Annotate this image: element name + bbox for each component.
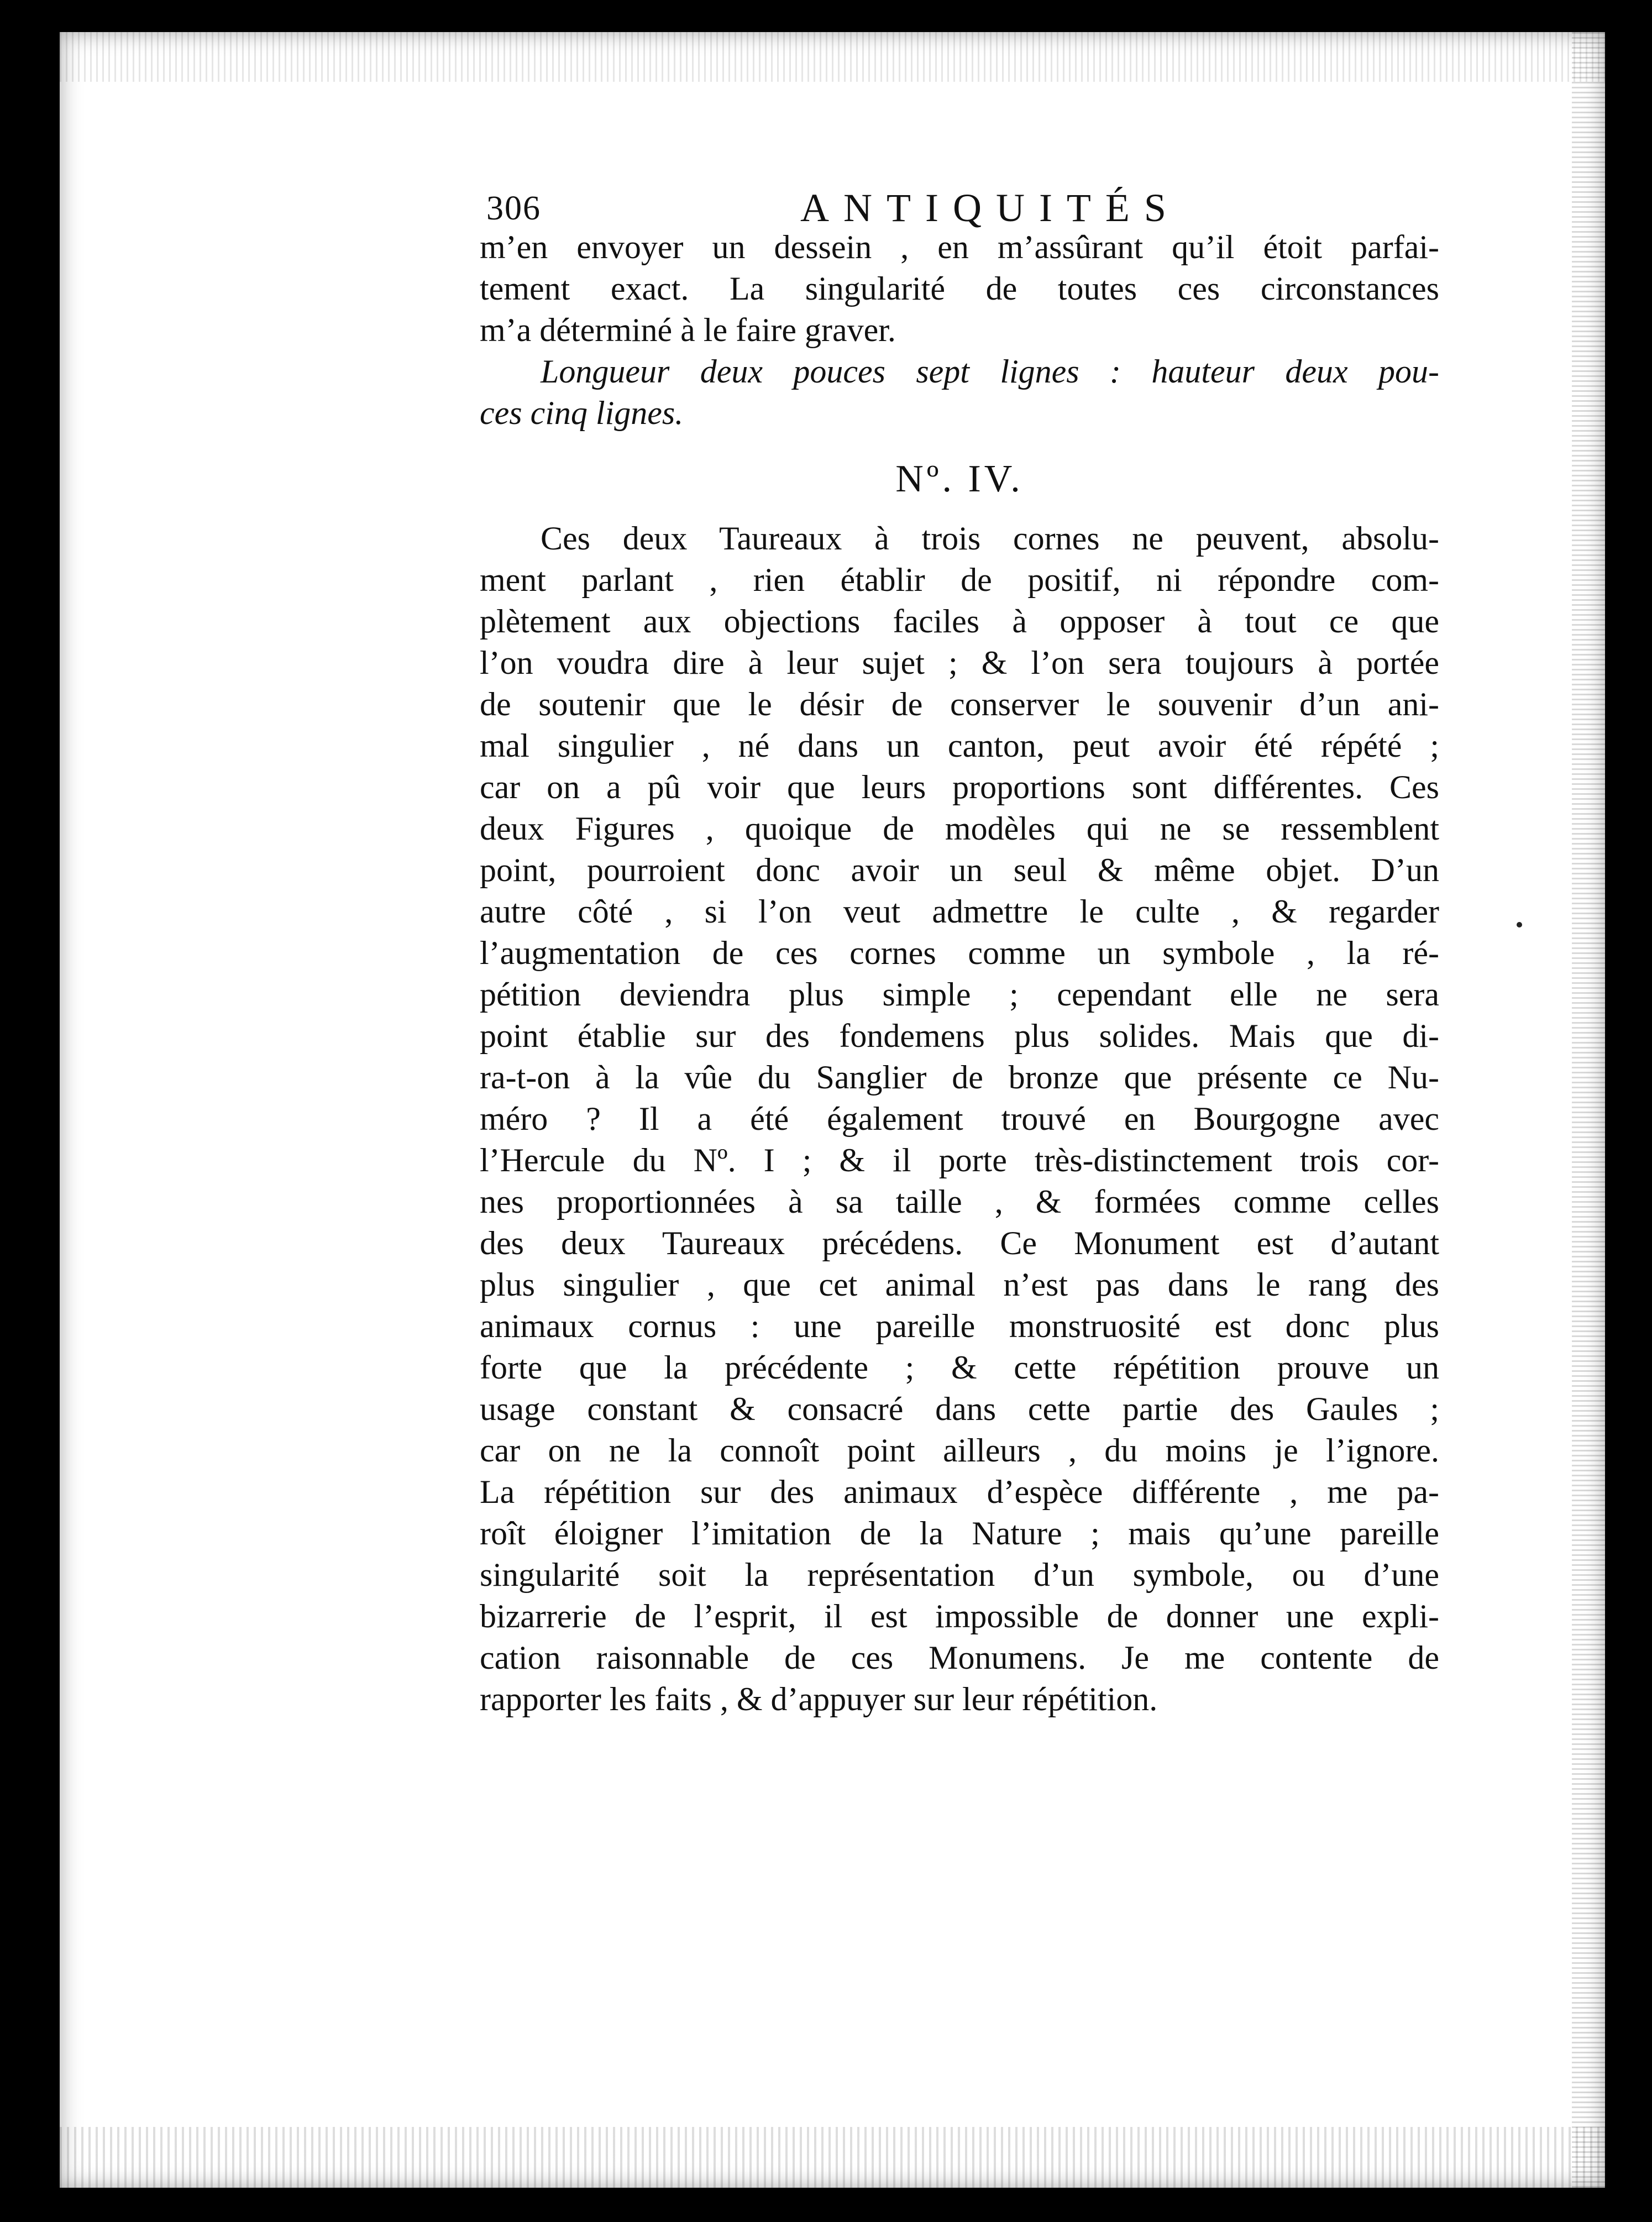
text-line: méro ? Il a été également trouvé en Bourgogne avec (480, 1100, 1439, 1137)
text-line: plètement aux objections faciles à opposer à tout ce que (480, 603, 1439, 640)
text-line: animaux cornus : une pareille monstruosité est donc plus (480, 1308, 1439, 1344)
text-line: l’augmentation de ces cornes comme un symbole , la ré- (480, 935, 1439, 971)
running-title: ANTIQUITÉS (800, 186, 1181, 230)
text-line: m’a déterminé à le faire graver. (480, 312, 896, 348)
text-line: nes proportionnées à sa taille , & formées comme celles (480, 1183, 1439, 1220)
text-line: cation raisonnable de ces Monumens. Je me contente de (480, 1639, 1439, 1676)
text-line: bizarrerie de l’esprit, il est impossible de donner une expli- (480, 1598, 1439, 1634)
text-line: pétition deviendra plus simple ; cependant elle ne sera (480, 976, 1439, 1013)
scan-edge-right (1572, 32, 1605, 2188)
scan-edge-top (60, 32, 1605, 82)
body-text (480, 227, 1439, 1720)
page-header (480, 122, 1439, 230)
text-line: ment parlant , rien établir de positif, ni répondre com- (480, 562, 1439, 598)
text-line: tement exact. La singularité de toutes ces circonstances (480, 270, 1439, 307)
text-line: l’on voudra dire à leur sujet ; & l’on sera toujours à portée (480, 644, 1439, 681)
text-line: deux Figures , quoique de modèles qui ne se ressemblent (480, 810, 1439, 847)
text-line: rapporter les faits , & d’appuyer sur leur répétition. (480, 1681, 1158, 1717)
text-line: ra-t-on à la vûe du Sanglier de bronze que présente ce Nu- (480, 1059, 1439, 1096)
text-line: autre côté , si l’on veut admettre le culte , & regarder (480, 893, 1439, 930)
text-line: plus singulier , que cet animal n’est pas dans le rang des (480, 1266, 1439, 1303)
text-line: usage constant & consacré dans cette partie des Gaules ; (480, 1391, 1439, 1427)
text-line: Ces deux Taureaux à trois cornes ne peuvent, absolu- (541, 520, 1439, 557)
text-line: car on a pû voir que leurs proportions sont différentes. Ces (480, 769, 1439, 805)
text-line: point, pourroient donc avoir un seul & même objet. D’un (480, 852, 1439, 888)
ink-speck (1517, 922, 1522, 927)
text-block (480, 122, 1439, 1717)
text-line: m’en envoyer un dessein , en m’assûrant qu’il étoit parfai- (480, 229, 1439, 265)
text-line: point établie sur des fondemens plus solides. Mais que di- (480, 1018, 1439, 1054)
text-line: La répétition sur des animaux d’espèce différente , me pa- (480, 1474, 1439, 1510)
text-line: l’Hercule du Nº. I ; & il porte très-distinctement trois cor- (480, 1142, 1439, 1178)
text-line: car on ne la connoît point ailleurs , du moins je l’ignore. (480, 1432, 1439, 1469)
measurement-line: Longueur deux pouces sept lignes : hauteur deux pou- (541, 353, 1439, 390)
text-line: forte que la précédente ; & cette répétition prouve un (480, 1349, 1439, 1386)
measurement-line: ces cinq lignes. (480, 395, 684, 431)
scan-edge-bottom (60, 2127, 1605, 2188)
text-line: roît éloigner l’imitation de la Nature ; mais qu’une pareille (480, 1515, 1439, 1552)
text-line: des deux Taureaux précédens. Ce Monument est d’autant (480, 1225, 1439, 1261)
section-heading: Nº. IV. (895, 458, 1024, 500)
page-number: 306 (486, 190, 541, 227)
text-line: mal singulier , né dans un canton, peut avoir été répété ; (480, 727, 1439, 764)
text-line: de soutenir que le désir de conserver le souvenir d’un ani- (480, 686, 1439, 722)
text-line: singularité soit la représentation d’un symbole, ou d’une (480, 1557, 1439, 1593)
